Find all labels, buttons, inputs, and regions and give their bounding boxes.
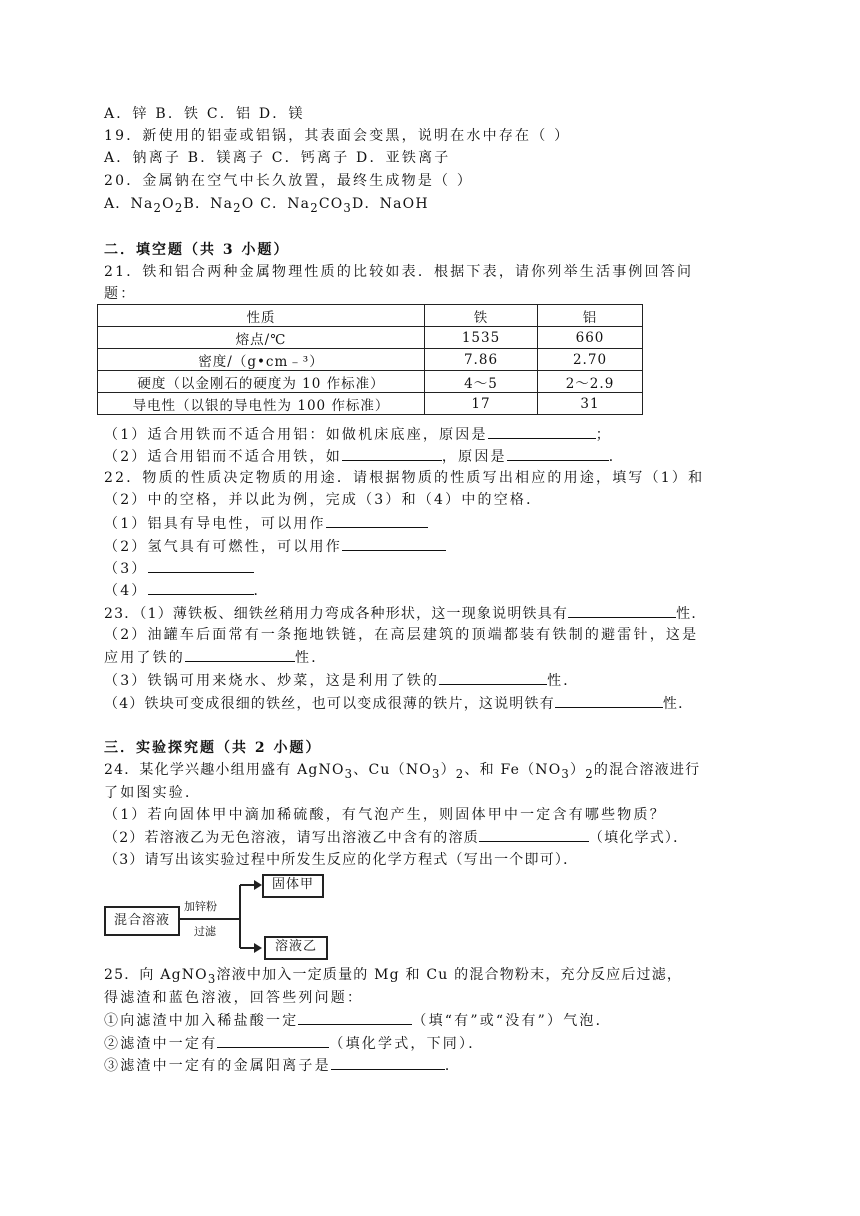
property-table [97,304,643,415]
filter-label: 过滤 [194,925,216,938]
answer-blank[interactable] [217,1033,329,1048]
q25-text: 溶液中加入一定质量的 Mg 和 Cu 的混合物粉末，充分反应后过滤， [216,967,683,983]
q24-text: ） [570,762,586,778]
answer-blank[interactable] [342,536,446,551]
q23-part-2-cont [104,647,756,668]
subscript: 3 [561,766,571,781]
punct: ． [253,583,270,599]
subscript: 3 [344,766,354,781]
q25-part-2-end: （填化学式，下同）． [329,1036,485,1052]
answer-blank[interactable] [148,580,254,595]
subscript: 2 [153,200,163,215]
q24-text: 的混合溶液进行 [593,762,701,778]
table-cell: 7.86 [425,349,538,371]
answer-blank[interactable] [331,1055,445,1070]
q23-part-4 [104,693,756,714]
punct: ； [595,427,612,443]
table-cell: 2～2.9 [538,371,643,393]
q23-part-1 [104,603,756,624]
answer-blank[interactable] [342,446,442,461]
q21-part-1 [104,424,756,445]
q22-stem: 22．物质的性质决定物质的用途．请根据物质的性质写出相应的用途，填写（1）和 [104,470,705,486]
q24-text: 、和 Fe（NO [464,762,562,778]
table-cell: 密度/（g•cm﹣³） [98,349,425,371]
add-zinc-label: 加锌粉 [184,900,217,913]
q24-part-2 [104,827,756,848]
table-header-cell: 铁 [425,305,538,327]
q23-part-2-text: 应用了铁的 [104,650,185,666]
q23-part-4-text: （4）铁块可变成很细的铁丝，也可以变成很薄的铁片，这说明铁有 [104,696,555,712]
q25-stem [104,965,756,989]
q22-part-2-text: （2）氢气具有可燃性，可以用作 [104,539,342,555]
table-cell: 31 [538,393,643,415]
answer-blank[interactable] [185,647,295,662]
q23-part-4-end: 性． [662,696,694,712]
subscript: 3 [207,971,217,986]
q22-part-1 [104,513,756,534]
punct: ． [608,449,625,465]
punct: ． [444,1058,462,1074]
table-cell: 4～5 [425,371,538,393]
table-row [98,349,643,371]
answer-blank[interactable] [555,693,663,708]
table-cell: 2.70 [538,349,643,371]
subscript: 2 [310,200,319,215]
q20-option-d: D．NaOH [352,196,429,212]
q20-option-a: A．Na [104,196,154,212]
q24-text: 、Cu（NO [353,762,432,778]
subscript: 3 [431,766,441,781]
q23-part-2-end: 性． [295,650,328,666]
subscript: 2 [233,200,242,215]
table-row [98,327,643,349]
q24-text: ） [440,762,456,778]
answer-blank[interactable] [298,1010,412,1025]
q24-stem-cont: 了如图实验． [104,785,202,801]
table-header-cell: 性质 [98,305,425,327]
subscript: 2 [455,766,465,781]
q25-part-1 [104,1010,756,1031]
q22-part-3-text: （3） [104,561,148,577]
answer-blank[interactable] [148,558,254,573]
q20-option-b: B．Na [183,196,234,212]
q24-part-2-end: （填化学式）． [588,830,689,846]
table-cell: 导电性（以银的导电性为 100 作标准） [98,393,425,415]
q24-text: 24．某化学兴趣小组用盛有 AgNO [104,762,345,778]
q22-part-3 [104,558,756,579]
q25-text: 25．向 AgNO [104,967,208,983]
upper-arrowhead [254,880,262,890]
q20-option-c: O C．Na [241,196,311,212]
q21-part-1-text: （1）适合用铁而不适合用铝：如做机床底座，原因是 [104,427,488,443]
q24-part-3: （3）请写出该实验过程中所发生反应的化学方程式（写出一个即可）． [104,852,579,868]
q22-part-2 [104,536,756,557]
q20-stem: 20．金属钠在空气中长久放置，最终生成物是（ ） [104,173,474,189]
table-cell: 1535 [425,327,538,349]
table-cell: 660 [538,327,643,349]
q25-part-2 [104,1033,756,1054]
table-cell: 17 [425,393,538,415]
solution-b-box: 溶液乙 [264,936,328,960]
q23-part-2: （2）油罐车后面常有一条拖地铁链，在高层建筑的顶端都装有铁制的避雷针，这是 [104,627,699,643]
table-row [98,393,643,415]
q21-part-2 [104,446,756,467]
q21-stem: 21．铁和铝合两种金属物理性质的比较如表．根据下表，请你列举生活事例回答问 [104,264,694,280]
q23-part-3-end: 性． [547,673,580,689]
table-header-cell: 铝 [538,305,643,327]
q24-part-2-text: （2）若溶液乙为无色溶液，请写出溶液乙中含有的溶质 [104,830,479,846]
q19-stem: 19．新使用的铝壶或铝锅，其表面会变黑，说明在水中存在（ ） [104,128,571,144]
q21-part-2-text-b: ，原因是 [441,449,507,465]
solid-a-box: 固体甲 [262,874,324,898]
q22-part-4-text: （4） [104,583,148,599]
lower-arrowhead [254,943,262,953]
q23-part-3-text: （3）铁锅可用来烧水、炒菜，这是利用了铁的 [104,673,440,689]
q23-part-3 [104,670,756,691]
q18-options: A．锌 B．铁 C．铝 D．镁 [104,106,305,122]
q25-part-1-text: ①向滤渣中加入稀盐酸一定 [104,1013,299,1029]
subscript: 2 [174,200,184,215]
q20-option-a-text: O [162,196,175,212]
subscript: 2 [585,766,594,781]
q24-part-1: （1）若向固体甲中滴加稀硫酸，有气泡产生，则固体甲中一定含有哪些物质？ [104,807,666,823]
q25-part-1-end: （填“有”或“没有”）气泡． [412,1013,612,1029]
q20-option-c-text: CO [318,196,344,212]
experiment-diagram [104,870,336,960]
q23-part-1-end: 性． [676,606,707,622]
q21-part-2-text: （2）适合用铝而不适合用铁，如 [104,449,342,465]
answer-blank[interactable] [488,424,596,439]
q23-part-1-text: 23．（1）薄铁板、细铁丝稍用力弯成各种形状，这一现象说明铁具有 [104,606,569,622]
table-row [98,371,643,393]
answer-blank[interactable] [568,603,676,618]
answer-blank[interactable] [439,670,547,685]
answer-blank[interactable] [479,827,589,842]
section-2-title: 二．填空题（共 3 小题） [104,242,290,258]
table-header-row [98,305,643,327]
q25-part-3 [104,1055,756,1076]
subscript: 3 [343,200,353,215]
q25-part-3-text: ③滤渣中一定有的金属阳离子是 [104,1058,331,1074]
answer-blank[interactable] [507,446,609,461]
q24-stem [104,760,756,784]
mixed-solution-box: 混合溶液 [104,906,180,936]
q25-part-2-text: ②滤渣中一定有 [104,1036,218,1052]
q19-options: A．钠离子 B．镁离子 C．钙离子 D．亚铁离子 [104,150,451,166]
table-cell: 硬度（以金刚石的硬度为 10 作标准） [98,371,425,393]
table-cell: 熔点/℃ [98,327,425,349]
q21-stem-cont: 题： [104,286,137,302]
q25-stem-cont: 得滤渣和蓝色溶液，回答些列问题： [104,990,364,1006]
section-3-title: 三．实验探究题（共 2 小题） [104,740,322,756]
answer-blank[interactable] [326,513,428,528]
q20-options [104,194,756,218]
q22-part-4 [104,580,756,601]
q22-stem-cont: （2）中的空格，并以此为例，完成（3）和（4）中的空格． [104,492,543,508]
q22-part-1-text: （1）铝具有导电性，可以用作 [104,516,326,532]
